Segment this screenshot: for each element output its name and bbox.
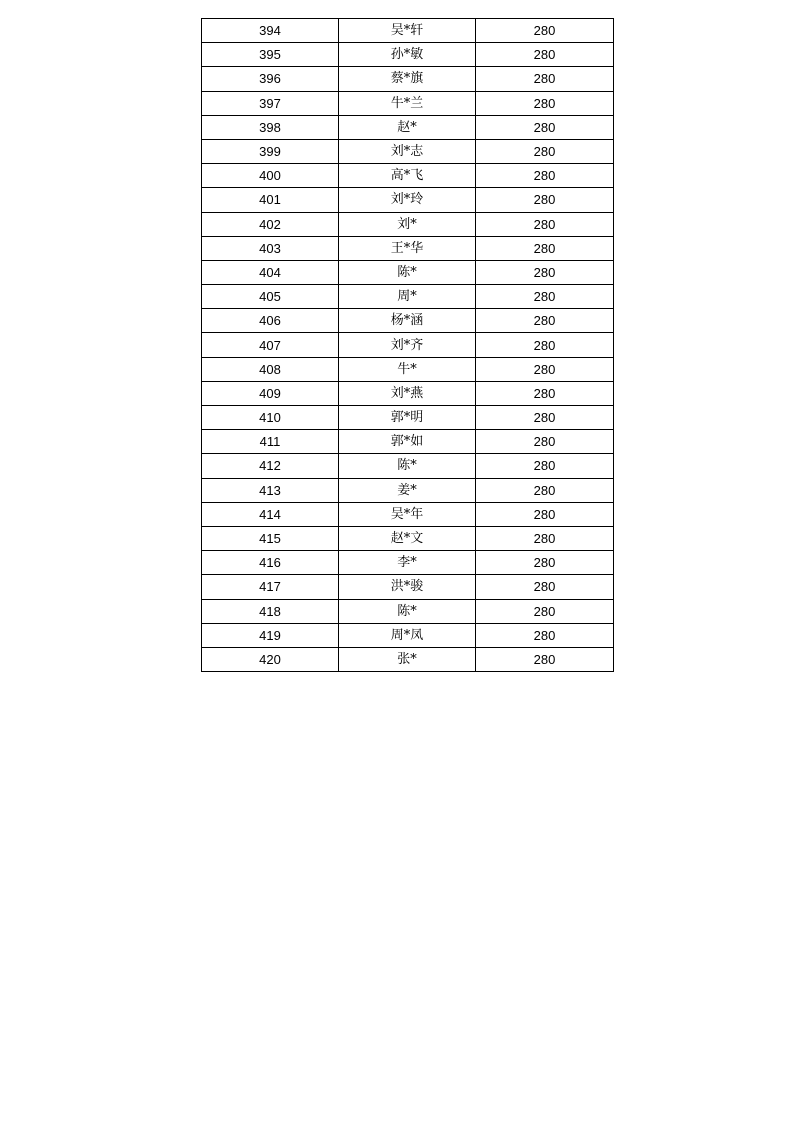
table-row	[202, 430, 614, 454]
amount-cell: 280	[476, 575, 614, 599]
name-cell: 蔡*旗	[339, 67, 476, 91]
table-row	[202, 526, 614, 550]
table-row	[202, 454, 614, 478]
name-cell: 赵*	[339, 115, 476, 139]
row-number-cell: 395	[202, 43, 339, 67]
name-cell: 刘*志	[339, 139, 476, 163]
table-row	[202, 212, 614, 236]
row-number-cell: 415	[202, 526, 339, 550]
table-row	[202, 623, 614, 647]
name-cell: 王*华	[339, 236, 476, 260]
row-number-cell: 414	[202, 502, 339, 526]
row-number-cell: 409	[202, 381, 339, 405]
amount-cell: 280	[476, 647, 614, 671]
amount-cell: 280	[476, 67, 614, 91]
amount-cell: 280	[476, 43, 614, 67]
amount-cell: 280	[476, 526, 614, 550]
row-number-cell: 410	[202, 406, 339, 430]
name-cell: 郭*如	[339, 430, 476, 454]
name-cell: 陈*	[339, 599, 476, 623]
row-number-cell: 400	[202, 164, 339, 188]
table-row	[202, 406, 614, 430]
table-row	[202, 91, 614, 115]
row-number-cell: 419	[202, 623, 339, 647]
table-row	[202, 164, 614, 188]
amount-cell: 280	[476, 381, 614, 405]
row-number-cell: 418	[202, 599, 339, 623]
name-cell: 赵*文	[339, 526, 476, 550]
row-number-cell: 411	[202, 430, 339, 454]
table-row	[202, 478, 614, 502]
amount-cell: 280	[476, 164, 614, 188]
table-row	[202, 139, 614, 163]
table-row	[202, 285, 614, 309]
amount-cell: 280	[476, 357, 614, 381]
name-cell: 刘*玲	[339, 188, 476, 212]
row-number-cell: 407	[202, 333, 339, 357]
row-number-cell: 406	[202, 309, 339, 333]
amount-cell: 280	[476, 406, 614, 430]
name-cell: 周*	[339, 285, 476, 309]
amount-cell: 280	[476, 623, 614, 647]
table-row	[202, 333, 614, 357]
name-cell: 陈*	[339, 454, 476, 478]
name-cell: 张*	[339, 647, 476, 671]
amount-cell: 280	[476, 212, 614, 236]
amount-cell: 280	[476, 599, 614, 623]
amount-cell: 280	[476, 139, 614, 163]
table-row	[202, 357, 614, 381]
amount-cell: 280	[476, 333, 614, 357]
table-row	[202, 599, 614, 623]
name-cell: 刘*	[339, 212, 476, 236]
name-cell: 姜*	[339, 478, 476, 502]
table-row	[202, 502, 614, 526]
amount-cell: 280	[476, 551, 614, 575]
table-row	[202, 647, 614, 671]
amount-cell: 280	[476, 188, 614, 212]
amount-cell: 280	[476, 502, 614, 526]
table-row	[202, 575, 614, 599]
amount-cell: 280	[476, 115, 614, 139]
table-row	[202, 260, 614, 284]
name-cell: 吴*轩	[339, 19, 476, 43]
row-number-cell: 401	[202, 188, 339, 212]
amount-cell: 280	[476, 236, 614, 260]
row-number-cell: 417	[202, 575, 339, 599]
row-number-cell: 398	[202, 115, 339, 139]
row-number-cell: 394	[202, 19, 339, 43]
table-row	[202, 115, 614, 139]
name-cell: 陈*	[339, 260, 476, 284]
name-cell: 周*凤	[339, 623, 476, 647]
row-number-cell: 404	[202, 260, 339, 284]
amount-cell: 280	[476, 260, 614, 284]
row-number-cell: 405	[202, 285, 339, 309]
row-number-cell: 402	[202, 212, 339, 236]
row-number-cell: 416	[202, 551, 339, 575]
name-cell: 洪*骏	[339, 575, 476, 599]
name-cell: 牛*	[339, 357, 476, 381]
amount-cell: 280	[476, 285, 614, 309]
amount-cell: 280	[476, 91, 614, 115]
row-number-cell: 412	[202, 454, 339, 478]
table-row	[202, 19, 614, 43]
row-number-cell: 403	[202, 236, 339, 260]
row-number-cell: 408	[202, 357, 339, 381]
name-cell: 刘*燕	[339, 381, 476, 405]
name-cell: 高*飞	[339, 164, 476, 188]
table-row	[202, 381, 614, 405]
name-cell: 杨*涵	[339, 309, 476, 333]
table-row	[202, 188, 614, 212]
amount-cell: 280	[476, 454, 614, 478]
name-cell: 郭*明	[339, 406, 476, 430]
table-row	[202, 309, 614, 333]
row-number-cell: 399	[202, 139, 339, 163]
table-row	[202, 551, 614, 575]
table-row	[202, 43, 614, 67]
name-cell: 牛*兰	[339, 91, 476, 115]
roster-table-body	[202, 19, 614, 672]
name-cell: 李*	[339, 551, 476, 575]
roster-table	[201, 18, 614, 672]
row-number-cell: 396	[202, 67, 339, 91]
row-number-cell: 397	[202, 91, 339, 115]
amount-cell: 280	[476, 430, 614, 454]
name-cell: 吴*年	[339, 502, 476, 526]
table-row	[202, 236, 614, 260]
table-row	[202, 67, 614, 91]
amount-cell: 280	[476, 309, 614, 333]
amount-cell: 280	[476, 19, 614, 43]
row-number-cell: 420	[202, 647, 339, 671]
amount-cell: 280	[476, 478, 614, 502]
name-cell: 孙*敏	[339, 43, 476, 67]
name-cell: 刘*齐	[339, 333, 476, 357]
row-number-cell: 413	[202, 478, 339, 502]
